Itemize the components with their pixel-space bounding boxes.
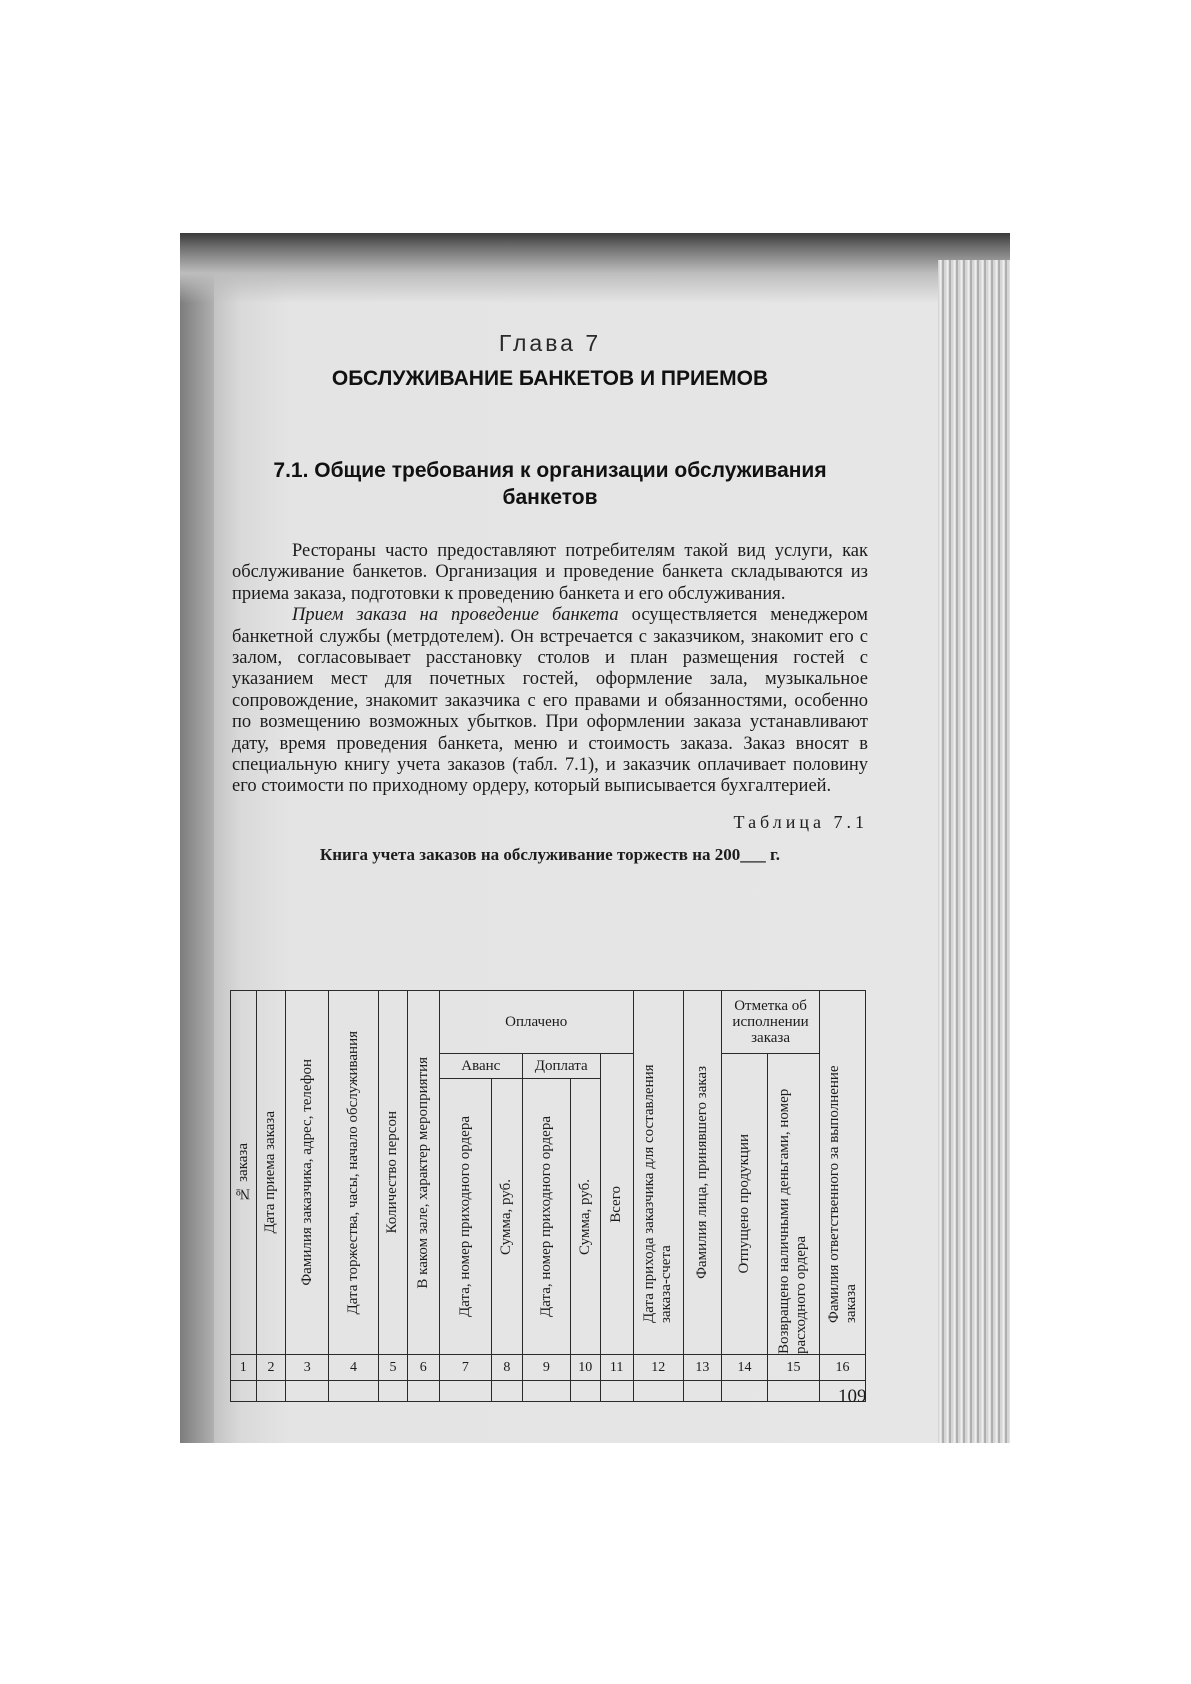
table-number-row [231,1355,866,1381]
page-top-shadow [180,233,1010,303]
paragraph-2-italic: Прием заказа на проведение банкета [292,605,619,626]
column-number: 15 [767,1355,819,1381]
table-header-cell [820,991,866,1355]
header-text: Фамилия лица, принявшего заказ [693,1066,710,1279]
empty-cell [767,1381,819,1402]
column-number: 5 [379,1355,408,1381]
column-number: 3 [286,1355,329,1381]
table-header-cell [286,991,329,1355]
page-content [232,330,868,865]
header-text: Количество персон [384,1111,401,1234]
empty-cell [256,1381,286,1402]
header-text: Дата прихода заказчика для составления заказа-счета [641,1063,675,1323]
table-header-cell [256,991,286,1355]
table-header-cell [379,991,408,1355]
empty-cell [439,1381,491,1402]
table-header-cell [231,991,257,1355]
table-header-cell [329,991,379,1355]
table-header-cell [633,991,683,1355]
header-text: Сумма, руб. [498,1178,515,1255]
header-text: Дата, номер приходного ордера [537,1115,554,1318]
column-number: 7 [439,1355,491,1381]
empty-cell [570,1381,600,1402]
empty-cell [633,1381,683,1402]
header-text: Всего [608,1185,625,1223]
column-number: 8 [491,1355,522,1381]
table-header-cell [767,1054,819,1355]
column-number: 1 [231,1355,257,1381]
table-header-cell [439,1079,491,1355]
empty-cell [379,1381,408,1402]
header-text: Фамилия заказчика, адрес, телефон [298,1059,315,1286]
table-caption: Книга учета заказов на обслуживание торжеств на 200___ г. [319,844,781,864]
group-extra-header: Доплата [522,1054,600,1079]
table-header-cell [491,1079,522,1355]
empty-cell [600,1381,633,1402]
empty-cell [231,1381,257,1402]
group-advance-header: Аванс [439,1054,522,1079]
column-number: 6 [407,1355,439,1381]
section-heading: 7.1. Общие требования к организации обслуживания банкетов [273,459,827,509]
chapter-title: ОБСЛУЖИВАНИЕ БАНКЕТОВ И ПРИЕМОВ [331,367,769,390]
table-header-cell [722,1054,768,1355]
header-text: Фамилия ответственного за выполнение заказа [825,1064,859,1323]
orders-book-table [230,990,866,1402]
column-number: 14 [722,1355,768,1381]
column-number: 4 [329,1355,379,1381]
table-header-cell [570,1079,600,1355]
paragraph-2-text: осуществляется менеджером банкетной службы (метрдотелем). Он встречается с заказчиком, знакомит его с залом, согласовывает расстановку столов и план размещения гостей с указанием мест для почетных гостей, оформление зала, музыкальное сопровождение, знакомит заказчика с его правами и обязанностями, особенно по возмещению возможных убытков. При оформлении заказа устанавливают дату, время проведения банкета, меню и стоимость заказа. Заказ вносят в специальную книгу учета заказов (табл. 7.1), и заказчик оплачивает половину его стоимости по приходному ордеру, который выписывается бухгалтерией. [232,605,868,797]
header-text: Дата, номер приходного ордера [456,1115,473,1318]
column-number: 12 [633,1355,683,1381]
empty-cell [286,1381,329,1402]
column-number: 11 [600,1355,633,1381]
column-number: 9 [522,1355,570,1381]
column-number: 2 [256,1355,286,1381]
empty-cell [683,1381,721,1402]
empty-cell [329,1381,379,1402]
table-header-cell [407,991,439,1355]
column-number: 10 [570,1355,600,1381]
paragraph-2 [232,605,868,798]
chapter-label: Глава 7 [498,330,602,356]
header-text: Дата приема заказа [262,1111,279,1234]
header-text: № заказа [234,1143,251,1202]
page-edges [938,260,1010,1443]
empty-cell [522,1381,570,1402]
table-empty-row [231,1381,866,1402]
header-text: Отпущено продукции [735,1134,752,1274]
empty-cell [722,1381,768,1402]
empty-cell [407,1381,439,1402]
table-header-cell [600,1054,633,1355]
column-number: 13 [683,1355,721,1381]
group-paid-header: Оплачено [439,991,633,1054]
table-header-cell [683,991,721,1355]
table-header-cell [522,1079,570,1355]
paragraph-1: Рестораны часто предоставляют потребителям такой вид услуги, как обслуживание банкетов. Организация и проведение банкета складываются из приема заказа, подготовки к проведению банкета и его обслуживания. [232,541,868,604]
header-text: Сумма, руб. [576,1178,593,1255]
table-header-row-1 [231,991,866,1054]
group-mark-header: Отметка об исполнении заказа [722,991,820,1054]
table-label: Таблица 7.1 [733,811,868,832]
column-number: 16 [820,1355,866,1381]
header-text: Дата торжества, часы, начало обслуживания [345,1030,362,1315]
page-number: 109 [838,1386,867,1407]
page-spine-shadow [180,233,214,1443]
header-text: Возвращено наличными деньгами, номер расходного ордера [776,1088,810,1354]
header-text: В каком зале, характер мероприятия [414,1056,431,1289]
empty-cell [491,1381,522,1402]
